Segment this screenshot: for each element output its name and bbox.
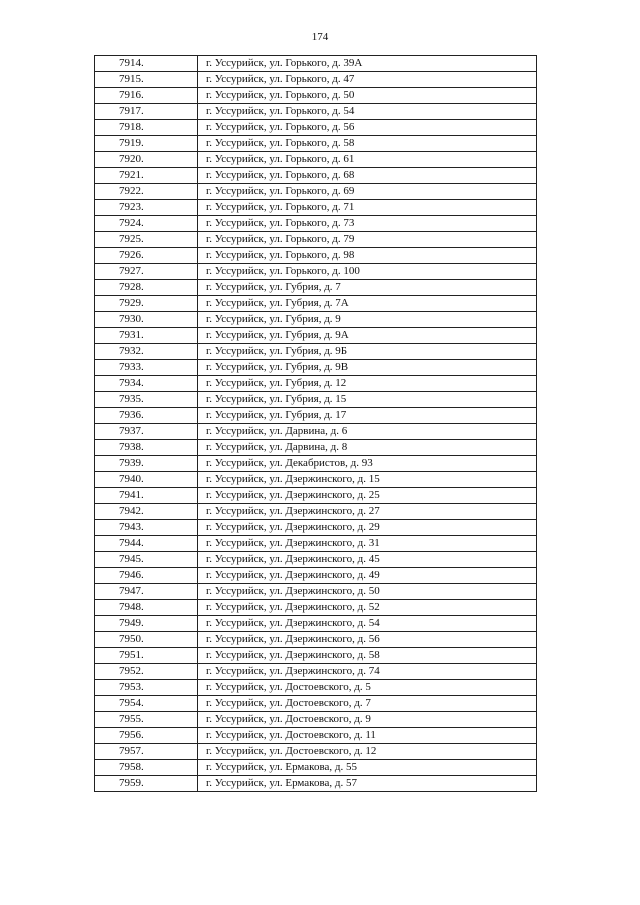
table-row [95, 600, 537, 616]
row-number: 7938. [95, 440, 198, 456]
table-row [95, 376, 537, 392]
table-row [95, 728, 537, 744]
row-address: г. Уссурийск, ул. Горького, д. 100 [198, 264, 537, 280]
row-number: 7956. [95, 728, 198, 744]
table-row [95, 712, 537, 728]
row-address: г. Уссурийск, ул. Губрия, д. 9А [198, 328, 537, 344]
row-address: г. Уссурийск, ул. Горького, д. 54 [198, 104, 537, 120]
row-number: 7924. [95, 216, 198, 232]
table-row [95, 152, 537, 168]
row-address: г. Уссурийск, ул. Губрия, д. 15 [198, 392, 537, 408]
row-number: 7948. [95, 600, 198, 616]
row-address: г. Уссурийск, ул. Горького, д. 47 [198, 72, 537, 88]
table-row [95, 440, 537, 456]
row-address: г. Уссурийск, ул. Губрия, д. 9 [198, 312, 537, 328]
row-number: 7917. [95, 104, 198, 120]
table-row [95, 248, 537, 264]
row-number: 7957. [95, 744, 198, 760]
table-row [95, 744, 537, 760]
row-number: 7943. [95, 520, 198, 536]
table-row [95, 104, 537, 120]
row-number: 7931. [95, 328, 198, 344]
row-number: 7958. [95, 760, 198, 776]
row-address: г. Уссурийск, ул. Достоевского, д. 12 [198, 744, 537, 760]
row-address: г. Уссурийск, ул. Горького, д. 58 [198, 136, 537, 152]
table-row [95, 632, 537, 648]
table-row [95, 392, 537, 408]
table-row [95, 296, 537, 312]
row-number: 7922. [95, 184, 198, 200]
row-number: 7951. [95, 648, 198, 664]
row-address: г. Уссурийск, ул. Достоевского, д. 7 [198, 696, 537, 712]
table-row [95, 360, 537, 376]
table-row [95, 264, 537, 280]
row-address: г. Уссурийск, ул. Достоевского, д. 5 [198, 680, 537, 696]
row-address: г. Уссурийск, ул. Горького, д. 79 [198, 232, 537, 248]
row-number: 7953. [95, 680, 198, 696]
table-row [95, 696, 537, 712]
table-row [95, 312, 537, 328]
row-number: 7919. [95, 136, 198, 152]
row-address: г. Уссурийск, ул. Дзержинского, д. 52 [198, 600, 537, 616]
table-row [95, 776, 537, 792]
table-row [95, 200, 537, 216]
row-number: 7942. [95, 504, 198, 520]
row-number: 7937. [95, 424, 198, 440]
row-address: г. Уссурийск, ул. Губрия, д. 17 [198, 408, 537, 424]
row-address: г. Уссурийск, ул. Достоевского, д. 11 [198, 728, 537, 744]
row-number: 7921. [95, 168, 198, 184]
table-row [95, 120, 537, 136]
row-number: 7930. [95, 312, 198, 328]
table-row [95, 760, 537, 776]
table-row [95, 136, 537, 152]
row-number: 7941. [95, 488, 198, 504]
row-address: г. Уссурийск, ул. Губрия, д. 7А [198, 296, 537, 312]
table-row [95, 216, 537, 232]
row-number: 7914. [95, 56, 198, 72]
row-number: 7946. [95, 568, 198, 584]
row-address: г. Уссурийск, ул. Горького, д. 39А [198, 56, 537, 72]
row-address: г. Уссурийск, ул. Губрия, д. 9Б [198, 344, 537, 360]
table-row [95, 616, 537, 632]
row-number: 7918. [95, 120, 198, 136]
row-number: 7936. [95, 408, 198, 424]
row-address: г. Уссурийск, ул. Дзержинского, д. 58 [198, 648, 537, 664]
table-row [95, 456, 537, 472]
row-number: 7926. [95, 248, 198, 264]
table-row [95, 88, 537, 104]
row-number: 7954. [95, 696, 198, 712]
row-number: 7945. [95, 552, 198, 568]
row-address: г. Уссурийск, ул. Ермакова, д. 55 [198, 760, 537, 776]
table-row [95, 552, 537, 568]
row-address: г. Уссурийск, ул. Горького, д. 71 [198, 200, 537, 216]
address-table [94, 55, 537, 792]
row-address: г. Уссурийск, ул. Достоевского, д. 9 [198, 712, 537, 728]
table-row [95, 488, 537, 504]
row-number: 7935. [95, 392, 198, 408]
table-row [95, 280, 537, 296]
table-row [95, 72, 537, 88]
row-number: 7950. [95, 632, 198, 648]
row-address: г. Уссурийск, ул. Дарвина, д. 8 [198, 440, 537, 456]
row-number: 7955. [95, 712, 198, 728]
row-address: г. Уссурийск, ул. Дзержинского, д. 50 [198, 584, 537, 600]
row-number: 7925. [95, 232, 198, 248]
row-number: 7944. [95, 536, 198, 552]
table-row [95, 584, 537, 600]
row-address: г. Уссурийск, ул. Дзержинского, д. 54 [198, 616, 537, 632]
row-number: 7933. [95, 360, 198, 376]
row-number: 7928. [95, 280, 198, 296]
row-address: г. Уссурийск, ул. Горького, д. 56 [198, 120, 537, 136]
row-address: г. Уссурийск, ул. Горького, д. 68 [198, 168, 537, 184]
row-address: г. Уссурийск, ул. Губрия, д. 7 [198, 280, 537, 296]
row-number: 7932. [95, 344, 198, 360]
row-address: г. Уссурийск, ул. Горького, д. 69 [198, 184, 537, 200]
row-number: 7923. [95, 200, 198, 216]
row-address: г. Уссурийск, ул. Дзержинского, д. 25 [198, 488, 537, 504]
row-address: г. Уссурийск, ул. Дзержинского, д. 56 [198, 632, 537, 648]
row-number: 7952. [95, 664, 198, 680]
row-number: 7959. [95, 776, 198, 792]
row-address: г. Уссурийск, ул. Горького, д. 61 [198, 152, 537, 168]
row-address: г. Уссурийск, ул. Дзержинского, д. 49 [198, 568, 537, 584]
row-number: 7940. [95, 472, 198, 488]
row-address: г. Уссурийск, ул. Декабристов, д. 93 [198, 456, 537, 472]
row-address: г. Уссурийск, ул. Дзержинского, д. 31 [198, 536, 537, 552]
row-address: г. Уссурийск, ул. Дзержинского, д. 27 [198, 504, 537, 520]
table-row [95, 424, 537, 440]
row-address: г. Уссурийск, ул. Губрия, д. 9В [198, 360, 537, 376]
table-row [95, 344, 537, 360]
row-address: г. Уссурийск, ул. Дзержинского, д. 74 [198, 664, 537, 680]
row-number: 7915. [95, 72, 198, 88]
row-number: 7949. [95, 616, 198, 632]
table-row [95, 408, 537, 424]
row-number: 7927. [95, 264, 198, 280]
row-address: г. Уссурийск, ул. Дзержинского, д. 29 [198, 520, 537, 536]
row-address: г. Уссурийск, ул. Дзержинского, д. 15 [198, 472, 537, 488]
row-address: г. Уссурийск, ул. Губрия, д. 12 [198, 376, 537, 392]
table-row [95, 232, 537, 248]
row-number: 7934. [95, 376, 198, 392]
row-number: 7920. [95, 152, 198, 168]
address-table-body [95, 56, 537, 792]
row-address: г. Уссурийск, ул. Дзержинского, д. 45 [198, 552, 537, 568]
page-number: 174 [311, 31, 329, 43]
row-number: 7916. [95, 88, 198, 104]
row-number: 7929. [95, 296, 198, 312]
table-row [95, 648, 537, 664]
row-number: 7939. [95, 456, 198, 472]
table-row [95, 504, 537, 520]
table-row [95, 328, 537, 344]
row-address: г. Уссурийск, ул. Дарвина, д. 6 [198, 424, 537, 440]
row-address: г. Уссурийск, ул. Ермакова, д. 57 [198, 776, 537, 792]
table-row [95, 56, 537, 72]
row-address: г. Уссурийск, ул. Горького, д. 73 [198, 216, 537, 232]
table-row [95, 568, 537, 584]
table-row [95, 168, 537, 184]
row-address: г. Уссурийск, ул. Горького, д. 50 [198, 88, 537, 104]
table-row [95, 184, 537, 200]
table-row [95, 472, 537, 488]
row-address: г. Уссурийск, ул. Горького, д. 98 [198, 248, 537, 264]
table-row [95, 520, 537, 536]
table-row [95, 680, 537, 696]
table-row [95, 664, 537, 680]
row-number: 7947. [95, 584, 198, 600]
table-row [95, 536, 537, 552]
